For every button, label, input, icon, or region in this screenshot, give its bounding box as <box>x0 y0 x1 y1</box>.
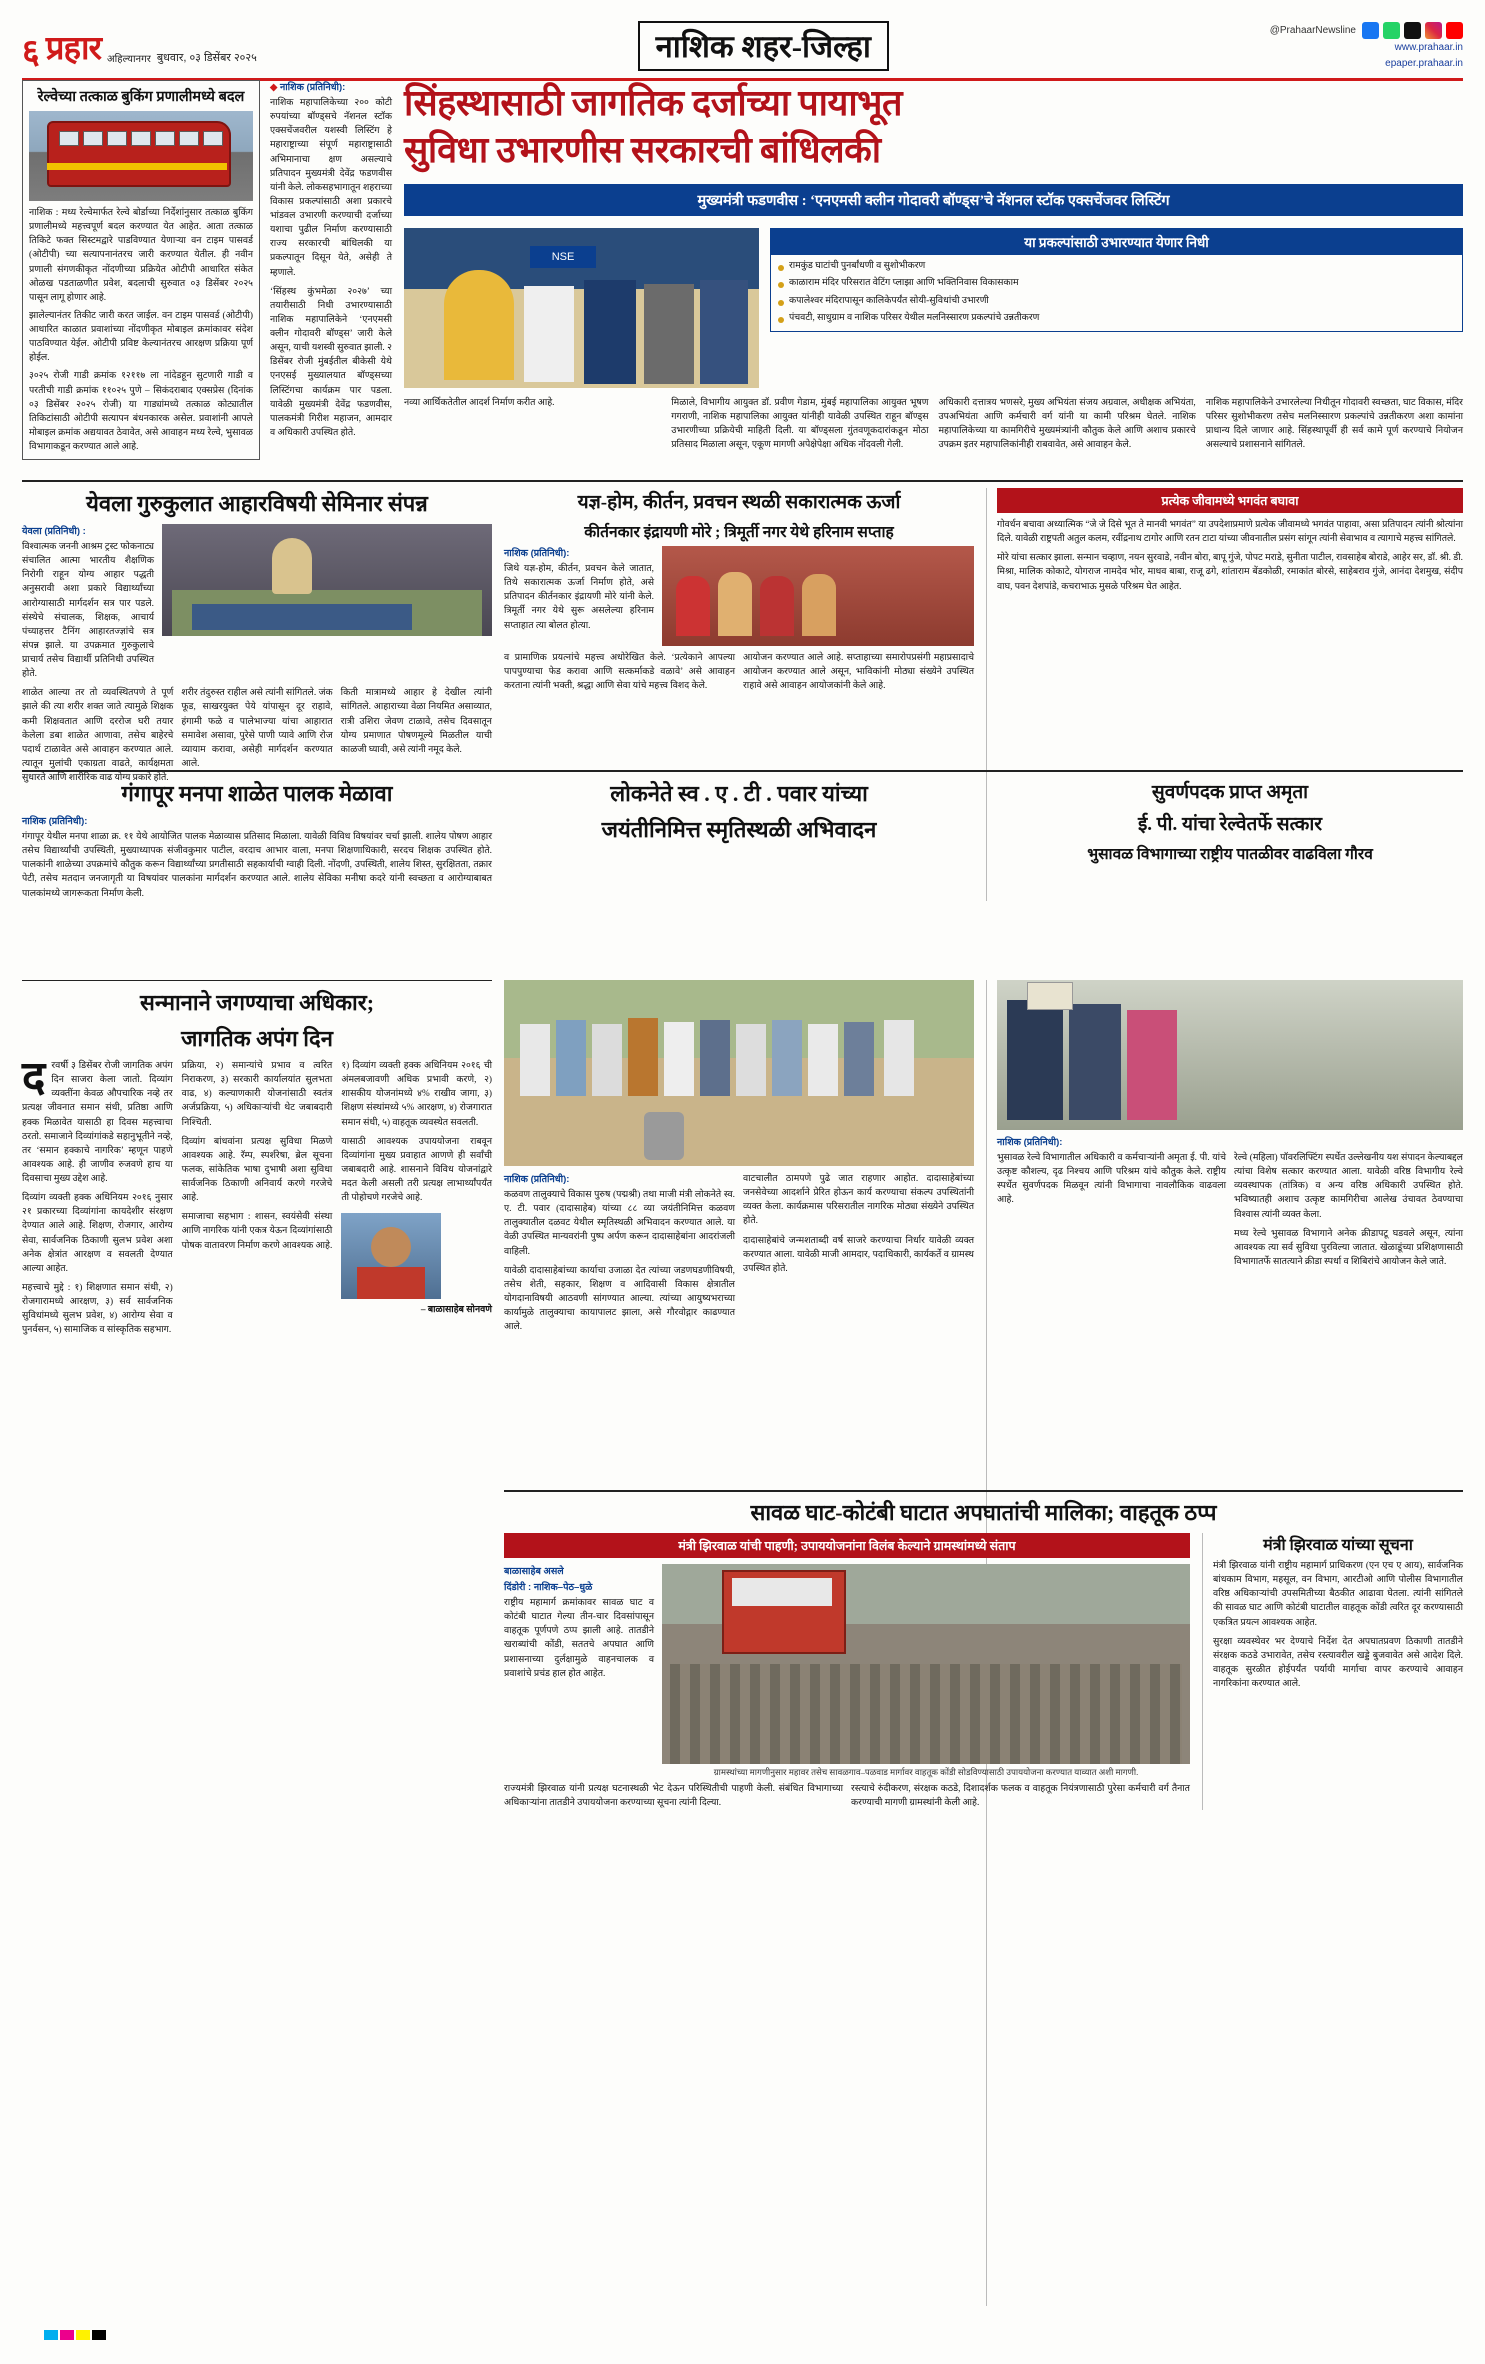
story-powar-head <box>504 778 974 901</box>
honour-c2: दिव्यांग व्यक्ती हक्क अधिनियम २०१६ नुसार २१ प्रकारच्या दिव्यांगांना कायदेशीर संरक्षण देण्यात आले आहे. शिक्षण, रोजगार, आरोग्य सेवा, सार्वजनिक ठिकाणी सुलभ प्रवेश अशा अनेक क्षेत्रांत आरक्षण व सवलती देण्यात आल्या आहेत. <box>22 1193 173 1274</box>
amruta-title-2: ई. पी. यांचा रेल्वेतर्फे सत्कार <box>1137 814 1323 835</box>
website-url[interactable]: www.prahaar.in <box>1394 42 1463 53</box>
gangapur-text: गंगापूर येथील मनपा शाळा क्र. ११ येथे आयोजित पालक मेळाव्यास प्रतिसाद मिळाला. यावेळी विविध विषयांवर चर्चा झाली. शालेय पोषण आहार तसेच विद्यार्थ्यांची उपस्थिती, मुख्याध्यापक संजीवकुमार पाटील, वरदाच आभार वाला, मनपा शिक्षणाधिकारी, सरदच शिक्षक उपस्थित होते. पालकांनी शाळेच्या उपक्रमांचे कौतुक करून विद्यार्थ्यांच्या प्रगतीसाठी सहकार्याची ग्वाही दिली. नोंदणी, उपस्थिती, शालेय शिस्त, सुरक्षितता, तक्रार पेटी, तसेच मतदान जनजागृती या विषयांवर पालकांना मार्गदर्शन करण्यात आले. शालेय सेविका मनीषा कदरे यांनी स्वच्छता व आरोग्याबाबत पालकांमध्ये जागरूकता निर्माण केली. <box>22 832 492 899</box>
lead-col-left <box>270 80 392 440</box>
zirwal-c2: सुरक्षा व्यवस्थेवर भर देण्याचे निर्देश देत अपघातप्रवण ठिकाणी तातडीने संरक्षक कठडे उभारावेत, तसेच रस्त्यावरील खड्डे बुजवावेत असे आदेश दिले. वाहतूक सुरळीत होईपर्यंत पर्यायी मार्गाचा वापर करण्याचे आवाहन नागरिकांना करण्यात आले. <box>1213 1636 1463 1689</box>
honour-c3: महत्त्वाचे मुद्दे : १) शिक्षणात समान संधी, २) रोजगारामध्ये आरक्षण, ३) सर्व सार्वजनिक सुविधांमध्ये सुलभ प्रवेश, ४) आरोग्य सेवा व पुनर्वसन, ५) सामाजिक व सांस्कृतिक सहभाग. <box>22 1282 173 1336</box>
fund-item: कपालेश्वर मंदिरापासून कालिकेपर्यंत सोयी-सुविधांची उभारणी <box>778 295 1455 308</box>
yadnya-sub: कीर्तनकार इंद्रायणी मोरे ; त्रिमूर्ती नगर येथे हरिनाम सप्ताह <box>584 524 894 541</box>
lead-col-b: अधिकारी दत्तात्रय भणसरे, मुख्य अभियंता संजय अग्रवाल, अधीक्षक अभियंता, उपअभियंता आणि कर्मचारी वर्ग यांनी या कामी परिश्रम घेतले. नाशिक महापालिकेच्या या कामगिरीचे मुख्यमंत्र्यांनी कौतुक केले आणि अशाच प्रकारचे उपक्रम इतर महापालिकांनीही राबवावेत, असे आवाहन केले. <box>938 398 1196 451</box>
story-zirwal <box>1202 1533 1463 1810</box>
ghat-byline: दिंडोरी : नाशिक–पेठ–धुळे <box>504 1582 593 1593</box>
railway-text-2: झालेल्यानंतर तिकीट जारी करत जाईल. वन टाइम पासवर्ड (ओटीपी) आधारित काळात प्रवाशांच्या नोंदणीकृत मोबाइल क्रमांकावर संदेश पाठविण्यात येईल. ओटीपी प्रविष्ट केल्यानंतरच आरक्षण प्रक्रिया पूर्ण होईल. <box>29 310 253 364</box>
powar-title-2: जयंतीनिमित्त स्मृतिस्थळी अभिवादन <box>601 817 877 842</box>
masthead-right <box>1270 22 1463 70</box>
ghat-c1: राष्ट्रीय महामार्ग क्रमांकावर सावळ घाट व कोटंबी घाटात गेल्या तीन-चार दिवसांपासून वाहतूक पूर्णपणे ठप्प झाली आहे. तातडीने खराब्यांची कोंडी, सततचे अपघात आणि प्रशासनाच्या दुर्लक्षामुळे वाहनचालक व प्रवाशांचे प्रचंड हाल होत आहेत. <box>504 1598 654 1679</box>
honour-c8: यासाठी आवश्यक उपाययोजना राबवून दिव्यांगांना मुख्य प्रवाहात आणणे ही सर्वांची जबाबदारी आहे. शासनाने विविध योजनांद्वारे मदत केली असली तरी प्रत्यक्ष लाभार्थ्यांपर्यंत ती पोहोचणे गरजेचे आहे. <box>341 1136 493 1204</box>
lead-col-c: नाशिक महापालिकेने उभारलेल्या निधीतून गोदावरी स्वच्छता, घाट विकास, मंदिर परिसर सुशोभीकरण तसेच मलनिस्सारण प्रकल्पांचे उन्नतीकरण अशा कामांना प्राधान्य दिले जाणार आहे. सिंहस्थापूर्वी ही सर्व कामे पूर्ण करण्याचे नियोजन असल्याचे प्रशासनाने सांगितले. <box>1205 398 1463 451</box>
fund-item: काळाराम मंदिर परिसरात वेटिंग प्लाझा आणि भक्तिनिवास विकासकाम <box>778 277 1455 290</box>
ghat-redband: मंत्री झिरवाळ यांची पाहणी; उपाययोजनांना विलंब केल्याने ग्रामस्थांमध्ये संताप <box>504 1533 1190 1558</box>
honour-c6: समाजाचा सहभाग : शासन, स्वयंसेवी संस्था आणि नागरिक यांनी एकत्र येऊन दिव्यांगांसाठी पोषक वातावरण निर्माण करणे आवश्यक आहे. <box>181 1212 333 1251</box>
story-yadnya <box>504 488 974 785</box>
social-icons[interactable] <box>1362 22 1463 39</box>
ghat-kicker: बाळासाहेब असले <box>504 1566 564 1577</box>
masthead <box>22 18 1463 81</box>
author-photo <box>341 1213 441 1299</box>
yadnya-title: यज्ञ-होम, कीर्तन, प्रवचन स्थळी सकारात्मक ऊर्जा <box>577 492 901 513</box>
edition-label: अहिल्यानगर <box>107 53 151 65</box>
fund-list <box>778 260 1455 326</box>
zirwal-title: मंत्री झिरवाळ यांच्या सूचना <box>1263 1537 1413 1554</box>
amruta-title-1: सुवर्णपदक प्राप्त अमृता <box>1151 782 1309 803</box>
section-title-wrap <box>257 21 1270 71</box>
powar-c4: दादासाहेबांचे जन्मशताब्दी वर्ष साजरे करण्याचा निर्धार यावेळी व्यक्त करण्यात आला. यावेळी माजी आमदार, पदाधिकारी, कार्यकर्ते व ग्रामस्थ उपस्थित होते. <box>743 1235 974 1274</box>
gangapur-title: गंगापूर मनपा शाळेत पालक मेळावा <box>121 781 393 806</box>
instagram-icon[interactable] <box>1425 22 1442 39</box>
yeola-c2: शाळेत आल्या तर तो व्यवस्थितपणे ते पूर्ण झाले की त्या शरीर शक्त जाते त्यामुळे शिक्षक कमी शिक्षवतात आणि दररोज घरी तयार केलेला डबा शाळेत आणावा, तसेच बाहेरचे पदार्थ टाळावेत असे आवाहन करण्यात आले. त्यातून मुलांची एकाग्रता वाढते, कार्यक्षमता सुधारते आणि शारीरिक वाढ योग्य प्रकारे होते. <box>22 688 174 783</box>
cmyk-bar-right <box>44 2330 1441 2340</box>
railway-text-3: ३०२५ रोजी गाडी क्रमांक १२११७ ला नांदेडहून सुटणारी गाडी व परतीची गाडी क्रमांक ११०२५ पुणे – सिकंदराबाद एक्सप्रेस (दिनांक ०३ डिसेंबर २०२५ रोजी) या गाड्यांमध्ये तत्काळ कोट्यातील तिकिटांसाठी ओटीपी सत्यापन बंधनकारक असेल. प्रवाशांनी आपले मोबाइल क्रमांक अद्ययावत ठेवावेत, असे आवाहन मध्य रेल्वे, भुसावळ विभागाकडून करण्यात आले आहे. <box>29 371 253 452</box>
amruta-photo <box>997 980 1463 1130</box>
jeev-c2: मोरे यांचा सत्कार झाला. सन्मान चव्हाण, नयन सुरवाडे, नवीन बोरा, बापू गुंजे, पोपट मराडे, सुनीता पाटील, रावसाहेब बोराडे, आहेर सर, डॉ. श्री. डी. मिश्रा, मालिक कोकाटे, योगराज नामदेव भोर, माधव बाबा, राजू ढगे, शांताराम बेंडकोळी, रमाकांत बोरसे, साहेबराव गुंजे, आनंदा देशमुख, संदीप वाघ, पवन देशपांडे, कचराभाऊ मुसळे परिश्रम घेत आहेत. <box>997 553 1463 592</box>
amruta-c3: मध्य रेल्वे भुसावळ विभागाने अनेक क्रीडापटू घडवले असून, त्यांना आवश्यक त्या सर्व सुविधा पुरविल्या जातात. खेळाडूंच्या प्रशिक्षणासाठी विभागातर्फे सातत्याने क्रीडा स्पर्धा व शिबिरांचे आयोजन केले जाते. <box>1234 1228 1463 1267</box>
youtube-icon[interactable] <box>1446 22 1463 39</box>
railway-text-1: नाशिक : मध्य रेल्वेमार्फत रेल्वे बोर्डाच्या निर्देशांनुसार तत्काळ बुकिंग प्रणालीमध्ये महत्त्वपूर्ण बदल करण्यात येत आहेत. आता तत्काळ तिकिटे फक्त सिस्टमद्वारे पाडविण्यात येणाऱ्या वन टाइम पासवर्ड (ओटीपी) च्या सत्यापनानंतरच जारी करण्यात येतील. ही नवीन प्रणाली संगणकीकृत नोंदणीच्या प्रक्रियेत ओटीपी आधारित संकेत ओळख पडताळणीत प्रवेश, बदलाची सुरुवात ०३ डिसेंबर २०२५ पासून लागू होणार आहे. <box>29 208 253 303</box>
yeola-title: येवला गुरुकुलात आहारविषयी सेमिनार संपन्न <box>86 491 428 516</box>
fund-box <box>770 228 1463 332</box>
lead-photo-caption: नव्या आर्थिकतेतील आदर्श निर्माण करीत आहे. <box>404 398 555 408</box>
zirwal-c1: मंत्री झिरवाळ यांनी राष्ट्रीय महामार्ग प्राधिकरण (एन एच ए आय), सार्वजनिक बांधकाम विभाग, महसूल, वन विभाग, आरटीओ आणि पोलीस विभागातील वरिष्ठ अधिकाऱ्यांची उपसमितीच्या बैठकीत आढावा घेतला. त्यांनी सांगितले की सावळ घाट आणि कोटंबी घाटातील वाहतूक कोंडी त्वरित दूर करण्यासाठी एकत्रित प्रयत्न आवश्यक आहेत. <box>1213 1561 1463 1628</box>
honour-title-2: जागतिक अपंग दिन <box>181 1026 333 1051</box>
lead-zone <box>22 80 1463 470</box>
honour-signature: – बाळासाहेब सोनवणे <box>420 1305 493 1316</box>
lead-headline-block <box>404 80 1463 216</box>
powar-c2: यावेळी दादासाहेबांच्या कार्याचा उजाळा देत त्यांच्या जडणघडणीविषयी, तसेच शेती, सहकार, शिक्षण व आदिवासी विकास क्षेत्रातील योगदानाविषयी आठवणी सांगण्यात आल्या. त्यांच्या आयुष्यभराच्या कार्यामुळे तालुक्याचा कायापालट झाला, असे गौरवोद्गार काढण्यात आले. <box>504 1265 735 1333</box>
x-icon[interactable] <box>1404 22 1421 39</box>
section-title: नाशिक शहर-जिल्हा <box>638 21 889 71</box>
fund-item: रामकुंड घाटांची पुनर्बांधणी व सुशोभीकरण <box>778 260 1455 273</box>
yadnya-byline: नाशिक (प्रतिनिधी): <box>504 548 570 559</box>
amruta-byline: नाशिक (प्रतिनिधी): <box>997 1137 1063 1148</box>
lead-byline: ◆ नाशिक (प्रतिनिधी): <box>270 82 346 93</box>
social-handle: @PrahaarNewsline <box>1269 25 1356 36</box>
lead-photo: NSE <box>404 228 759 388</box>
story-jeev <box>986 488 1463 785</box>
yadnya-c3: आयोजन करण्यात आले आहे. सप्ताहाच्या समारोपप्रसंगी महाप्रसादाचे आयोजन करण्यात आले असून, भाविकांनी मोठ्या संख्येने उपस्थित राहावे असे आवाहन आयोजकांनी केले आहे. <box>743 653 974 692</box>
lead-col1: नाशिक महापालिकेच्या २०० कोटी रुपयांच्या बॉण्ड्सचे नॅशनल स्टॉक एक्सचेंजवरील यशस्वी लिस्टिंग हे महाराष्ट्राच्या संपूर्ण महाराष्ट्रासाठी अभिमानाचा क्षण असल्याचे प्रतिपादन मुख्यमंत्री देवेंद्र फडणवीस यांनी केले. लोकसहभागातून शहराच्या विकास प्रकल्पांसाठी अशा प्रकारचे भांडवल उभारणी करण्याची दर्जाच्या यशाचा पुढील निर्माण करण्यासाठी राज्य सरकारची बांधिलकी या प्रकल्पातून दिसून येते, असेही ते म्हणाले. <box>270 98 392 278</box>
yeola-c3: शरीर तंदुरुस्त राहील असे त्यांनी सांगितले. जंक फूड, साखरयुक्त पेये यांपासून दूर राहावे, हंगामी फळे व पालेभाज्या यांचा आहारात समावेश असावा, पुरेसे पाणी प्यावे आणि रोज व्यायाम करावा, असेही मार्गदर्शन करण्यात आले. <box>181 688 333 769</box>
fund-item: पंचवटी, साधुग्राम व नाशिक परिसर येथील मलनिस्सारण प्रकल्पांचे उन्नतीकरण <box>778 312 1455 325</box>
whatsapp-icon[interactable] <box>1383 22 1400 39</box>
ghat-c2: राज्यमंत्री झिरवाळ यांनी प्रत्यक्ष घटनास्थळी भेट देऊन परिस्थितीची पाहणी केली. संबंधित विभागाच्या अधिकाऱ्यांना तातडीने उपाययोजना करण्याच्या सूचना त्यांनी दिल्या. <box>504 1784 843 1809</box>
powar-title-1: लोकनेते स्व . ए . टी . पवार यांच्या <box>610 781 868 806</box>
yadnya-c2: व प्रामाणिक प्रयत्नांचे महत्त्व अधोरेखित केले. ‘प्रत्येकाने आपल्या पापपुण्याचा फेड करावा आणि सत्कर्माकडे वळावे’ असे आवाहन करताना त्यांनी भक्ती, श्रद्धा आणि सेवा यांचे महत्त्व विशद केले. <box>504 653 735 692</box>
powar-photo <box>504 980 974 1166</box>
yadnya-photo <box>662 546 974 646</box>
page-number: ६ <box>22 33 40 71</box>
honour-title-1: सन्मानाने जगण्याचा अधिकार; <box>139 990 375 1015</box>
epaper-url[interactable]: epaper.prahaar.in <box>1385 57 1463 69</box>
zone-four <box>22 980 1463 2306</box>
story-amruta-head <box>986 778 1463 901</box>
yeola-byline: येवला (प्रतिनिधी) : <box>22 526 86 537</box>
powar-c3: वाटचालीत ठामपणे पुढे जात राहणार आहोत. दादासाहेबांच्या जनसेवेच्या आदर्शाने प्रेरित होऊन कार्य करण्याचा संकल्प उपस्थितांनी व्यक्त केला. कार्यक्रमास परिसरातील नागरिक मोठ्या संख्येने उपस्थित होते. <box>743 1174 974 1227</box>
lead-headline-line2: सुविधा उभारणीस सरकारची बांधिलकी <box>404 129 881 170</box>
publication-logo: प्रहार <box>45 30 102 67</box>
amruta-c1: भुसावळ रेल्वे विभागातील अधिकारी व कर्मचाऱ्यांनी अमृता ई. पी. यांचे उत्कृष्ट कौशल्य, दृढ निश्चय आणि परिश्रम यांचे कौतुक केले. राष्ट्रीय स्पर्धेत सुवर्णपदक मिळवून त्यांनी विभागाचा नावलौकिक वाढवला आहे. <box>997 1153 1226 1206</box>
honour-c7: १) दिव्यांग व्यक्ती हक्क अधिनियम २०१६ ची अंमलबजावणी अधिक प्रभावी करणे, २) शासकीय योजनांमध्ये ४% राखीव जागा, ३) शिक्षण संस्थांमध्ये ५% आरक्षण, ४) रोजगारात समान संधी, ५) वाहतूक व्यवस्थेत सवलती. <box>341 1061 493 1128</box>
facebook-icon[interactable] <box>1362 22 1379 39</box>
gangapur-byline: नाशिक (प्रतिनिधी): <box>22 816 88 827</box>
honour-c4: प्रक्रिया, २) समान्यांचे प्रभाव व त्वरित निराकरण, ३) सरकारी कार्यालयांत सुलभता वाढ, ४) कल्याणकारी योजनांसाठी स्वतंत्र अर्जप्रक्रिया, ५) अधिकाऱ्यांची थेट जबाबदारी निश्चिती. <box>181 1061 333 1128</box>
lead-subbar: मुख्यमंत्री फडणवीस : ‘एनएमसी क्लीन गोदावरी बॉण्ड्स’चे नॅशनल स्टॉक एक्सचेंजवर लिस्टिंग <box>404 184 1463 216</box>
lead-bottom-columns <box>404 396 1463 453</box>
ghat-photo-caption: ग्रामस्थांच्या मागणीनुसार महावर तसेच सावळगाव–पळवाड मार्गावर वाहतूक कोंडी सोडविण्यासाठी उपाययोजना करण्यात याव्यात अशी मागणी. <box>713 1767 1139 1777</box>
masthead-left <box>22 24 257 69</box>
ghat-c3: रस्त्याचे रुंदीकरण, संरक्षक कठडे, दिशादर्शक फलक व वाहतूक नियंत्रणासाठी पुरेसा कर्मचारी वर्ग तैनात करण्याची मागणी ग्रामस्थांनी केली आहे. <box>851 1784 1190 1809</box>
railway-box-title: रेल्वेच्या तत्काळ बुकिंग प्रणालीमध्ये बदल <box>37 89 245 105</box>
lead-col2: ‘सिंहस्थ कुंभमेळा २०२७’ च्या तयारीसाठी निधी उभारण्यासाठी नाशिक महापालिकेने ‘एनएमसी क्लीन गोदावरी बॉण्ड्स’ जारी केले असून, याची यशस्वी सुरुवात झाली. २ डिसेंबर रोजी मुंबईतील बीकेसी येथे एनएसई मुख्यालयात बॉण्ड्सच्या लिस्टिंगचा कार्यक्रम पार पडला. यावेळी मुख्यमंत्री देवेंद्र फडणवीस, पालकमंत्री गिरीश महाजन, आमदार व अधिकारी उपस्थित होते. <box>270 286 392 438</box>
lead-col-a: मिळाले, विभागीय आयुक्त डॉ. प्रवीण गेडाम, मुंबई महापालिका आयुक्त भूषण गगराणी, नाशिक महापालिका आयुक्त यांनीही यावेळी उपस्थित राहून बॉण्ड्स उभारणीच्या प्रक्रियेची माहिती दिली. या बॉण्ड्सला गुंतवणूकदारांकडून मोठा प्रतिसाद मिळाला असून, एकूण मागणी अपेक्षेपेक्षा अधिक नोंदवली गेली. <box>671 398 929 451</box>
zone-three <box>22 770 1463 970</box>
railway-box <box>22 80 260 460</box>
jeev-title: प्रत्येक जीवामध्ये भगवंत बघावा <box>997 488 1463 513</box>
yeola-c1: विश्वात्मक जननी आश्रम ट्रस्ट फोकनाट्य संचालित आत्मा भारतीय शैक्षणिक निरोगी राहून योग्य आहार पद्धती अनुसरावी अशा प्रकारे विद्यार्थ्यांच्या आरोग्यासाठी मार्गदर्शन सत्र पार पडले. संस्थेचे संचालक, शिक्षक, आचार्य पंच्याहत्तर टैनिंग आहारतज्ज्ञांचे सत्र संपन्न झाले. या उपक्रमात गुरुकुलाचे प्राचार्य तसेच विद्यार्थी प्रतिनिधी उपस्थित होते. <box>22 542 154 680</box>
amruta-sub: भुसावळ विभागाच्या राष्ट्रीय पातळीवर वाढविला गौरव <box>1087 846 1373 863</box>
powar-byline: नाशिक (प्रतिनिधी): <box>504 1174 570 1185</box>
issue-date: बुधवार, ०३ डिसेंबर २०२५ <box>156 51 257 64</box>
powar-c1: कळवण तालुक्याचे विकास पुरुष (पद्मश्री) तथा माजी मंत्री लोकनेते स्व. ए. टी. पवार (दादासाहेब) यांच्या ८८ व्या जयंतीनिमित्त कळवण तालुक्यातील दळवट येथील स्मृतिस्थळी अभिवादन करण्यात आले. या वेळी उपस्थित मान्यवरांनी पुष्प अर्पण करून दादासाहेबांना आदरांजली वाहिली. <box>504 1190 735 1257</box>
honour-c5: दिव्यांग बांधवांना प्रत्यक्ष सुविधा मिळणे आवश्यक आहे. रॅम्प, स्पर्शरेषा, ब्रेल सूचना फलक, सांकेतिक भाषा दुभाषी अशा सुविधा सार्वजनिक ठिकाणी अनिवार्य करणे गरजेचे आहे. <box>181 1136 333 1204</box>
story-honour <box>22 980 492 2306</box>
zone-two <box>22 480 1463 783</box>
lead-headline-line1: सिंहस्थासाठी जागतिक दर्जाच्या पायाभूत <box>404 83 903 123</box>
jeev-c1: गोवर्धन बचावा अध्यात्मिक “जे जे दिसे भूत ते मानवी भगवंत” या उपदेशाप्रमाणे प्रत्येक जीवामध्ये भगवंत पाहावा, असा प्रतिपादन त्यांनी श्रोत्यांना दिले. यावेळी राष्ट्रपती अतुल कलम, रवींद्रनाथ टागोर आणि रतन टाटा यांच्या जीवनातील प्रसंग सांगून त्यांनी सेवाभाव व त्यागाचे महत्त्व सांगितले. <box>997 520 1463 545</box>
story-yeola <box>22 488 492 785</box>
honour-dropcap: द <box>22 1053 46 1102</box>
train-photo <box>29 111 253 201</box>
story-ghat-wrap <box>504 1490 1463 2306</box>
yeola-c4: किती मात्रामध्ये आहार हे देखील त्यांनी सांगितले. आहाराच्या वेळा नियमित असाव्यात, रात्री उशिरा जेवण टाळावे, तसेच दिवसातून योग्य प्रमाणात पोषणमूल्ये मिळतील याची काळजी घ्यावी, असे त्यांनी नमूद केले. <box>340 688 492 755</box>
yeola-photo <box>162 524 492 636</box>
ghat-title: सावळ घाट-कोटंबी घाटात अपघातांची मालिका; वाहतूक ठप्प <box>750 1500 1217 1525</box>
fund-box-title: या प्रकल्पांसाठी उभारण्यात येणार निधी <box>771 229 1462 255</box>
amruta-c2: रेल्वे (महिला) पॉवरलिफ्टिंग स्पर्धेत उल्लेखनीय यश संपादन केल्याबद्दल त्यांचा विशेष सत्कार करण्यात आला. यावेळी वरिष्ठ विभागीय रेल्वे व्यवस्थापक (तांत्रिक) व अन्य वरिष्ठ अधिकारी उपस्थित होते. भविष्यातही अशाच उत्कृष्ट कामगिरीचा आलेख उंचावत ठेवण्याचा विश्वास त्यांनी व्यक्त केला. <box>1234 1153 1463 1220</box>
yadnya-c1: जिथे यज्ञ-होम, कीर्तन, प्रवचन केले जातात, तिथे सकारात्मक ऊर्जा निर्माण होते, असे प्रतिपादन कीर्तनकार इंद्रायणी मोरे यांनी केले. त्रिमूर्ती नगर येथे सुरू असलेल्या हरिनाम सप्ताहात त्या बोलत होत्या. <box>504 564 654 631</box>
story-gangapur <box>22 778 492 901</box>
ghat-photo <box>662 1564 1190 1764</box>
honour-c1: रवर्षी ३ डिसेंबर रोजी जागतिक अपंग दिन साजरा केला जातो. दिव्यांग व्यक्तींना केवळ औपचारिक नव्हे तर प्रत्यक्ष जीवनात समान संधी, प्रतिष्ठा आणि हक्क मिळावेत यासाठी हा दिवस महत्त्वाचा ठरतो. समाजाने दिव्यांगांकडे सहानुभूतीने नव्हे, तर ‘समान हक्काचे नागरिक’ म्हणून पाहणे आवश्यक आहे. ही जाणीव रुजवणे हाच या दिवसाचा मुख्य उद्देश आहे. <box>22 1061 173 1184</box>
